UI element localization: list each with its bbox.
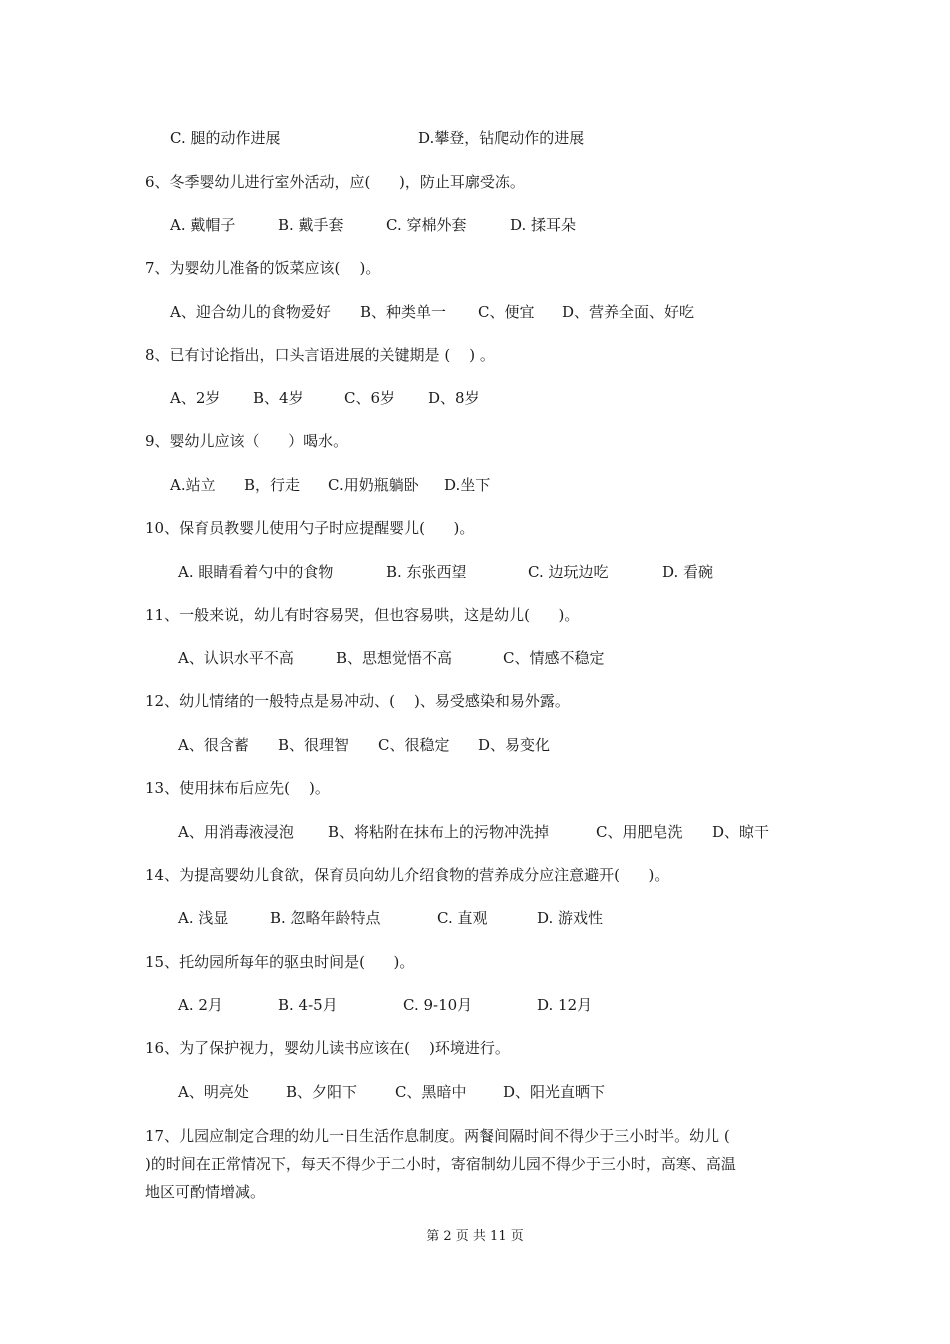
q6-option-c: C. 穿棉外套 <box>386 216 467 234</box>
question-11-stem: 11、一般来说，幼儿有时容易哭，但也容易哄，这是幼儿( )。 <box>145 606 580 624</box>
q13-option-c: C、用肥皂洗 <box>596 823 683 841</box>
q6-option-a: A. 戴帽子 <box>170 216 236 234</box>
question-17-line-1: 17、儿园应制定合理的幼儿一日生活作息制度。两餐间隔时间不得少于三小时半。幼儿 ( <box>145 1127 730 1145</box>
question-15-stem: 15、托幼园所每年的驱虫时间是( )。 <box>145 953 415 971</box>
q13-option-d: D、晾干 <box>712 823 770 841</box>
q12-option-c: C、很稳定 <box>378 736 450 754</box>
q9-option-d: D.坐下 <box>444 476 491 494</box>
q12-option-a: A、很含蓄 <box>178 736 249 754</box>
question-12-stem: 12、幼儿情绪的一般特点是易冲动、( )、易受感染和易外露。 <box>145 692 570 710</box>
q12-option-d: D、易变化 <box>478 736 551 754</box>
q14-option-a: A. 浅显 <box>178 909 229 927</box>
q11-option-b: B、思想觉悟不高 <box>336 649 453 667</box>
q10-option-a: A. 眼睛看着勺中的食物 <box>178 563 334 581</box>
q5-option-c: C. 腿的动作进展 <box>170 129 281 147</box>
q13-option-b: B、将粘附在抹布上的污物冲洗掉 <box>328 823 550 841</box>
q8-option-c: C、6岁 <box>344 389 396 407</box>
question-16-stem: 16、为了保护视力，婴幼儿读书应该在( )环境进行。 <box>145 1039 510 1057</box>
question-10-stem: 10、保育员教婴儿使用勺子时应提醒婴儿( )。 <box>145 519 475 537</box>
question-6-stem: 6、冬季婴幼儿进行室外活动，应( )，防止耳廓受冻。 <box>145 173 525 191</box>
q16-option-b: B、夕阳下 <box>286 1083 358 1101</box>
q9-option-a: A.站立 <box>170 476 216 494</box>
q9-option-b: B，行走 <box>244 476 301 494</box>
question-17-line-3: 地区可酌情增减。 <box>145 1183 266 1201</box>
q7-option-a: A、迎合幼儿的食物爱好 <box>170 303 331 321</box>
question-8-stem: 8、已有讨论指出，口头言语进展的关键期是 ( ) 。 <box>145 346 495 364</box>
q13-option-a: A、用消毒液浸泡 <box>178 823 294 841</box>
q10-option-d: D. 看碗 <box>662 563 714 581</box>
q15-option-d: D. 12月 <box>537 996 593 1014</box>
q15-option-b: B. 4-5月 <box>278 996 338 1014</box>
q7-option-b: B、种类单一 <box>360 303 447 321</box>
q5-option-d: D.攀登，钻爬动作的进展 <box>418 129 585 147</box>
q11-option-a: A、认识水平不高 <box>178 649 294 667</box>
q10-option-b: B. 东张西望 <box>386 563 467 581</box>
q14-option-d: D. 游戏性 <box>537 909 604 927</box>
q12-option-b: B、很理智 <box>278 736 350 754</box>
question-9-stem: 9、婴幼儿应该（ ）喝水。 <box>145 432 349 450</box>
q6-option-d: D. 揉耳朵 <box>510 216 577 234</box>
q15-option-a: A. 2月 <box>178 996 223 1014</box>
q16-option-c: C、黑暗中 <box>395 1083 467 1101</box>
q15-option-c: C. 9-10月 <box>403 996 473 1014</box>
question-14-stem: 14、为提高婴幼儿食欲，保育员向幼儿介绍食物的营养成分应注意避开( )。 <box>145 866 670 884</box>
question-13-stem: 13、使用抹布后应先( )。 <box>145 779 330 797</box>
q7-option-d: D、营养全面、好吃 <box>562 303 695 321</box>
q9-option-c: C.用奶瓶躺卧 <box>328 476 419 494</box>
q14-option-c: C. 直观 <box>437 909 488 927</box>
q8-option-d: D、8岁 <box>428 389 480 407</box>
q11-option-c: C、情感不稳定 <box>503 649 605 667</box>
q16-option-d: D、阳光直晒下 <box>503 1083 606 1101</box>
question-7-stem: 7、为婴幼儿准备的饭菜应该( )。 <box>145 259 381 277</box>
q10-option-c: C. 边玩边吃 <box>528 563 609 581</box>
q14-option-b: B. 忽略年龄特点 <box>270 909 381 927</box>
page-number-footer: 第 2 页 共 11 页 <box>426 1229 524 1244</box>
q6-option-b: B. 戴手套 <box>278 216 344 234</box>
q16-option-a: A、明亮处 <box>178 1083 249 1101</box>
q7-option-c: C、便宜 <box>478 303 535 321</box>
q8-option-b: B、4岁 <box>253 389 304 407</box>
question-17-line-2: )的时间在正常情况下，每天不得少于二小时，寄宿制幼儿园不得少于三小时，高寒、高温 <box>145 1155 736 1173</box>
q8-option-a: A、2岁 <box>170 389 221 407</box>
